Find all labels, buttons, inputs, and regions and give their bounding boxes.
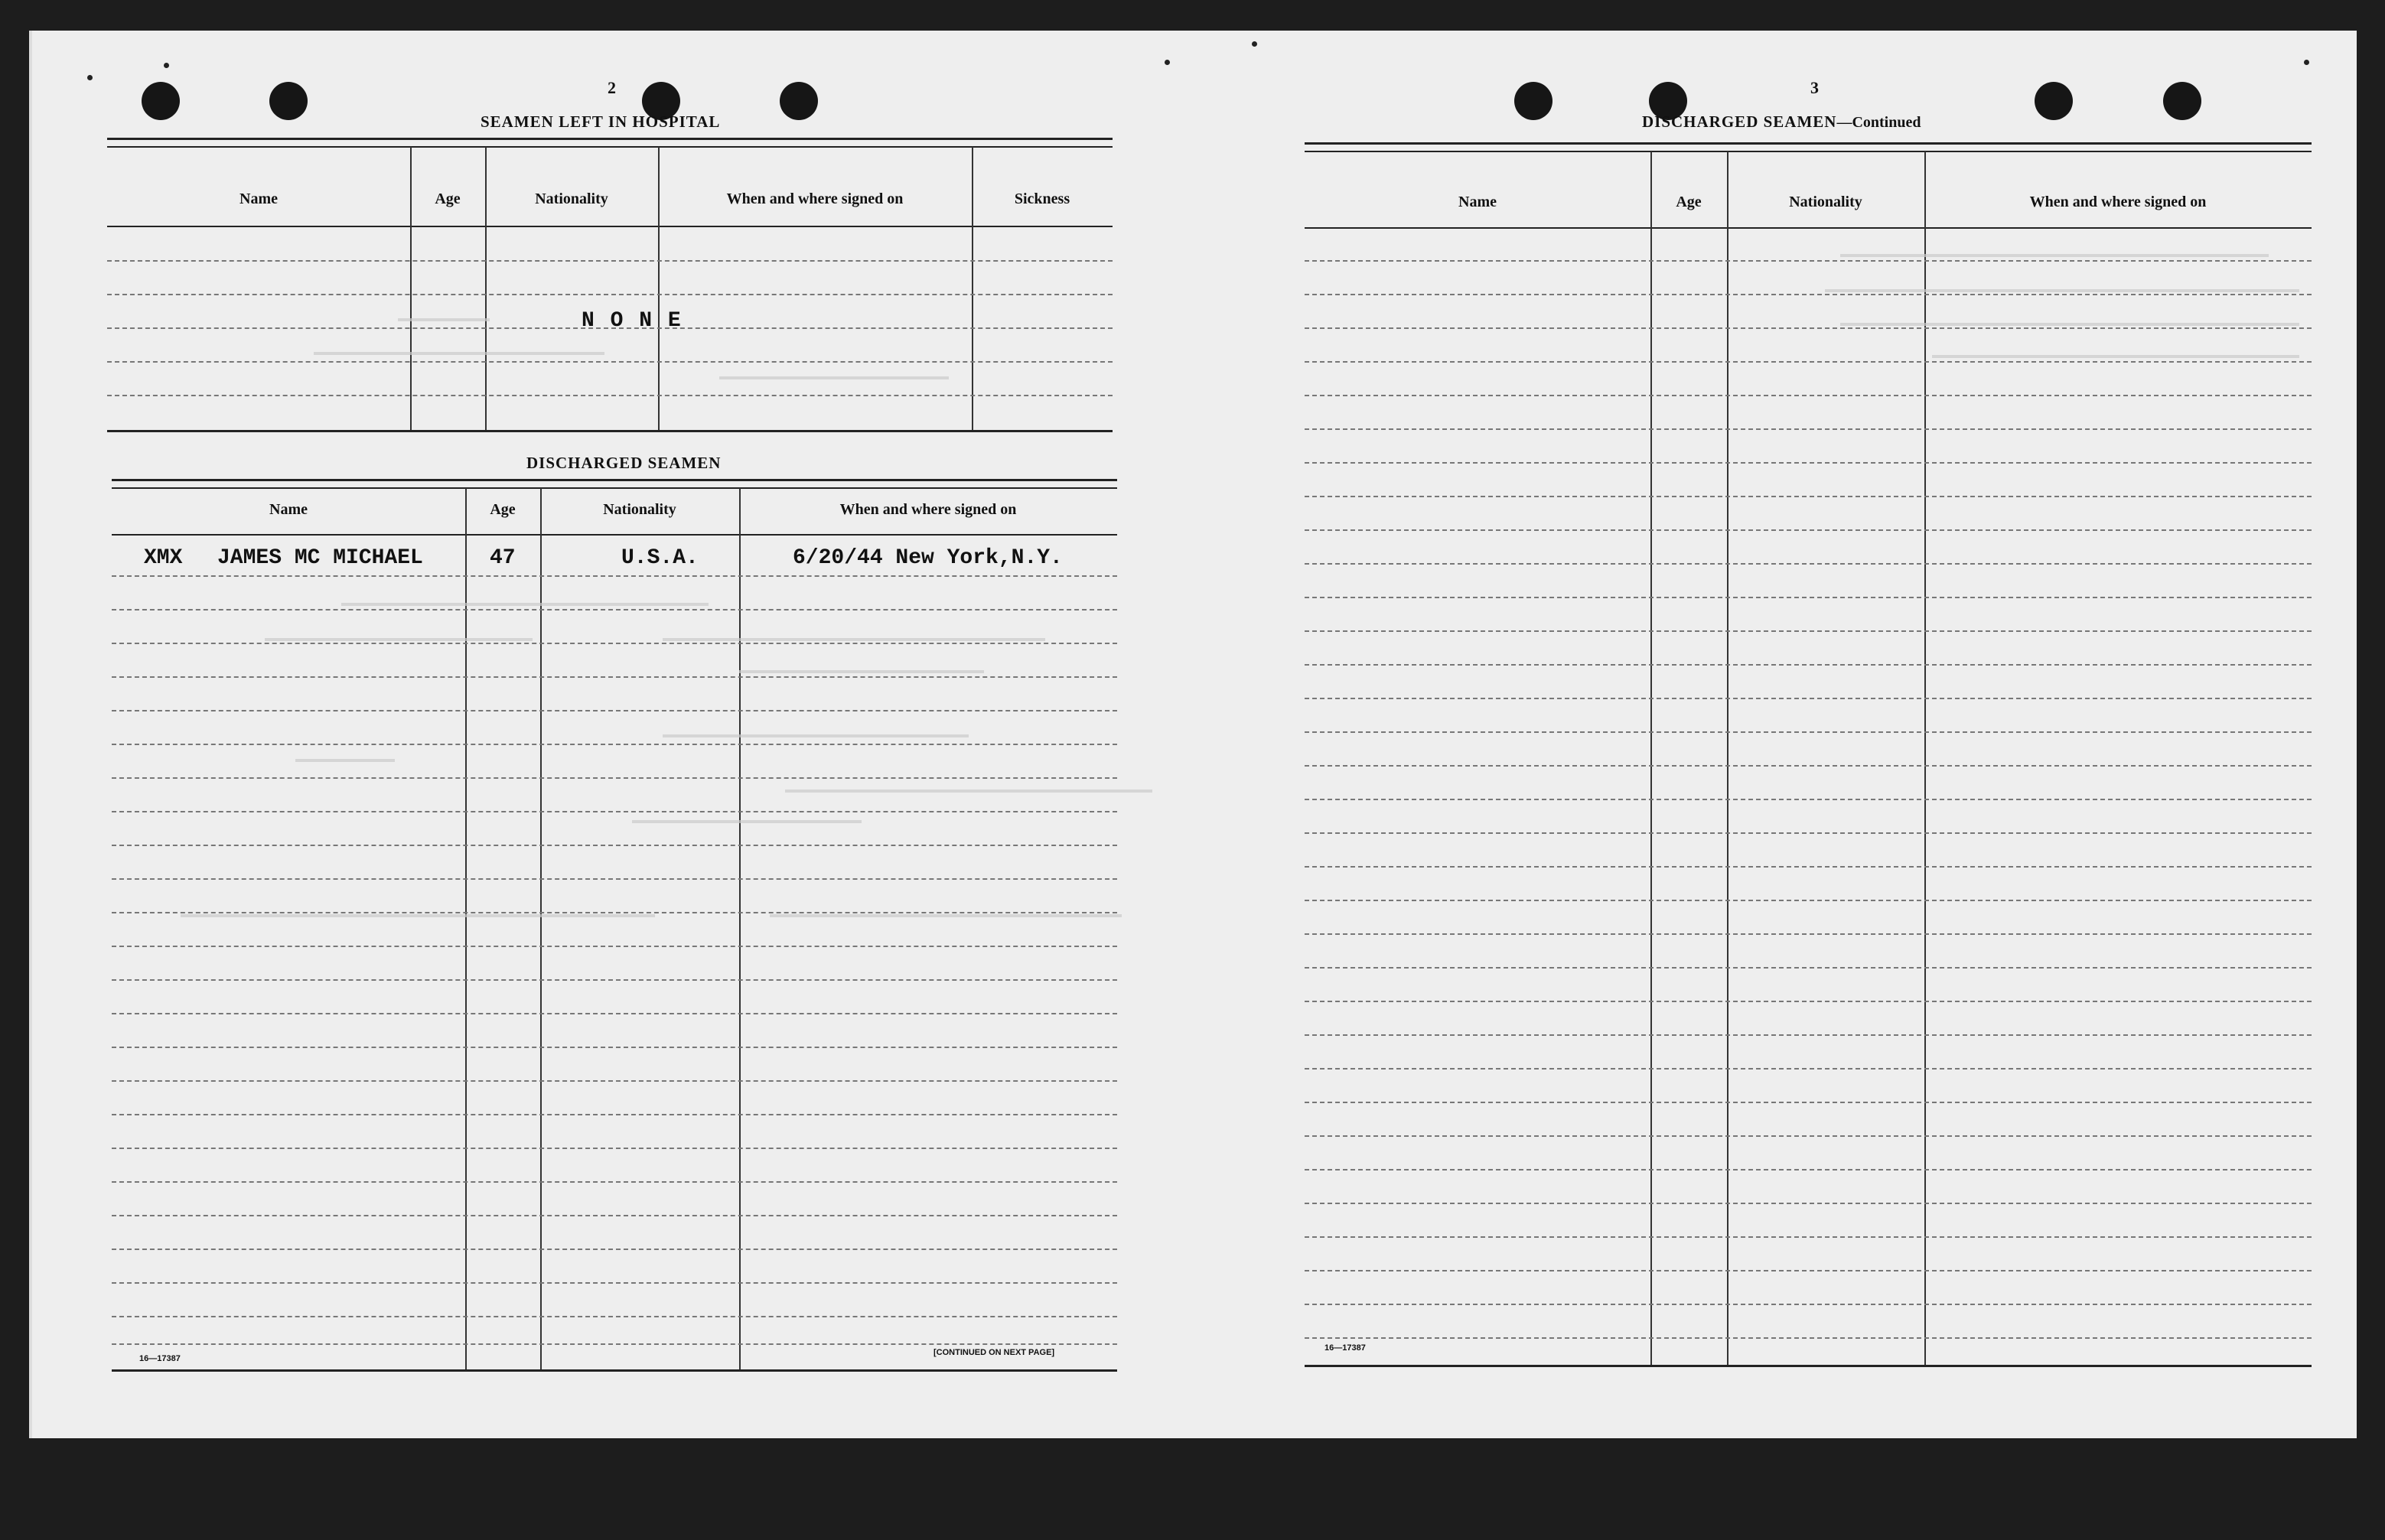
- ruled-line: [1305, 1169, 2312, 1170]
- ruled-line: [107, 294, 1113, 295]
- bleed-through: [785, 790, 1152, 793]
- column-header-signed-on: When and where signed on: [839, 501, 1017, 518]
- ruled-line: [1305, 765, 2312, 767]
- ruled-line: [1305, 361, 2312, 363]
- ruled-line: [1305, 428, 2312, 430]
- ruled-line: [1305, 462, 2312, 464]
- ruled-line: [1305, 933, 2312, 935]
- column-header-nationality: Nationality: [603, 501, 676, 518]
- bleed-through: [632, 820, 862, 823]
- ruled-line: [1305, 1270, 2312, 1271]
- ruled-line: [112, 575, 1117, 577]
- ruled-line: [107, 395, 1113, 396]
- ink-speck: [164, 63, 169, 68]
- bleed-through: [719, 376, 949, 379]
- ruled-line: [1305, 799, 2312, 800]
- ruled-line: [1305, 1034, 2312, 1036]
- title-suffix: —Continued: [1836, 114, 1921, 131]
- seaman-nationality: U.S.A.: [621, 546, 699, 570]
- bleed-through: [314, 352, 604, 355]
- ruled-line: [1305, 731, 2312, 733]
- ruled-line: [112, 1282, 1117, 1284]
- ruled-line: [1305, 395, 2312, 396]
- bleed-through: [1932, 355, 2299, 358]
- ruled-line: [1305, 1102, 2312, 1103]
- column-rule: [485, 147, 487, 430]
- ruled-line: [112, 1114, 1117, 1115]
- punch-hole: [142, 82, 180, 120]
- hospital-table: [107, 147, 1113, 434]
- ruled-line: [107, 260, 1113, 262]
- header-bottom-rule: [107, 226, 1113, 227]
- ruled-line: [112, 643, 1117, 644]
- ruled-line: [112, 979, 1117, 981]
- title-main: DISCHARGED SEAMEN: [1642, 112, 1837, 131]
- ruled-line: [1305, 597, 2312, 598]
- table-bottom-rule: [107, 430, 1113, 432]
- ruled-line: [112, 1148, 1117, 1149]
- bleed-through: [663, 734, 969, 737]
- seaman-name: JAMES MC MICHAEL: [217, 546, 423, 570]
- ruled-line: [1305, 327, 2312, 329]
- ruled-line: [1305, 664, 2312, 666]
- column-header-name: Name: [239, 190, 278, 207]
- punch-hole: [269, 82, 308, 120]
- header-bottom-rule: [112, 534, 1117, 536]
- ink-speck: [1252, 41, 1257, 47]
- form-number: 16—17387: [139, 1354, 181, 1363]
- left-page: [32, 31, 1194, 1438]
- discharged-section-title: DISCHARGED SEAMEN: [526, 454, 722, 472]
- bleed-through: [265, 638, 533, 641]
- column-rule: [465, 488, 467, 1369]
- ruled-line: [1305, 630, 2312, 632]
- punch-hole: [1514, 82, 1553, 120]
- ruled-line: [1305, 1135, 2312, 1137]
- bleed-through: [770, 914, 1122, 917]
- ruled-line: [1305, 1236, 2312, 1238]
- ruled-line: [107, 361, 1113, 363]
- ruled-line: [112, 777, 1117, 779]
- punch-hole: [2035, 82, 2073, 120]
- column-header-nationality: Nationality: [535, 190, 608, 207]
- column-rule: [540, 488, 542, 1369]
- seaman-signed-on: 6/20/44 New York,N.Y.: [793, 546, 1063, 570]
- ruled-line: [112, 609, 1117, 610]
- ruled-line: [112, 676, 1117, 678]
- seaman-age: 47: [490, 546, 516, 570]
- column-rule: [739, 488, 741, 1369]
- ruled-line: [112, 1047, 1117, 1048]
- bleed-through: [663, 638, 1045, 641]
- ruled-line: [112, 1215, 1117, 1216]
- ruled-line: [1305, 967, 2312, 969]
- discharged-continued-table: [1305, 151, 2312, 1376]
- bleed-through: [1825, 289, 2299, 292]
- header-bottom-rule: [1305, 227, 2312, 229]
- ruled-line: [112, 912, 1117, 913]
- bleed-through: [1840, 254, 2269, 257]
- ink-speck: [1165, 60, 1170, 65]
- page-number: 3: [1810, 78, 1819, 97]
- bleed-through: [181, 914, 655, 917]
- continued-note: [CONTINUED ON NEXT PAGE]: [933, 1348, 1055, 1357]
- ruled-line: [1305, 529, 2312, 531]
- ruled-line: [112, 845, 1117, 846]
- ruled-line: [112, 710, 1117, 711]
- bleed-through: [739, 670, 984, 673]
- ruled-line: [1305, 260, 2312, 262]
- document-sheet: [29, 31, 2357, 1438]
- column-header-nationality: Nationality: [1789, 194, 1862, 210]
- hospital-entry: N O N E: [582, 309, 683, 333]
- punch-hole: [780, 82, 818, 120]
- column-rule: [1924, 151, 1926, 1365]
- column-rule: [410, 147, 412, 430]
- hospital-section-title: SEAMEN LEFT IN HOSPITAL: [481, 112, 721, 131]
- column-header-name: Name: [269, 501, 308, 518]
- form-number: 16—17387: [1324, 1343, 1366, 1353]
- column-header-age: Age: [1676, 194, 1702, 210]
- bleed-through: [295, 759, 395, 762]
- ruled-line: [1305, 698, 2312, 699]
- ruled-line: [112, 811, 1117, 812]
- ruled-line: [1305, 294, 2312, 295]
- discharged-continued-title: [1642, 112, 1921, 132]
- ink-speck: [87, 75, 93, 80]
- ruled-line: [1305, 832, 2312, 834]
- ruled-line: [1305, 1068, 2312, 1070]
- column-rule: [1650, 151, 1652, 1365]
- ruled-line: [112, 1343, 1117, 1345]
- column-header-name: Name: [1458, 194, 1497, 210]
- column-rule: [1727, 151, 1728, 1365]
- ruled-line: [1305, 866, 2312, 868]
- ruled-line: [1305, 1337, 2312, 1339]
- column-rule: [658, 147, 660, 430]
- bleed-through: [341, 603, 709, 606]
- ruled-line: [112, 1249, 1117, 1250]
- table-bottom-rule: [1305, 1365, 2312, 1367]
- column-header-sickness: Sickness: [1014, 190, 1070, 207]
- punch-hole: [2163, 82, 2201, 120]
- ruled-line: [112, 946, 1117, 947]
- column-header-signed-on: When and where signed on: [2029, 194, 2207, 210]
- page-number: 2: [608, 78, 616, 97]
- ruled-line: [1305, 900, 2312, 901]
- column-header-signed-on: When and where signed on: [726, 190, 904, 207]
- bleed-through: [398, 318, 490, 321]
- ruled-line: [1305, 563, 2312, 565]
- ruled-line: [112, 1080, 1117, 1082]
- ruled-line: [112, 1181, 1117, 1183]
- column-header-age: Age: [435, 190, 461, 207]
- ruled-line: [1305, 496, 2312, 497]
- ruled-line: [1305, 1304, 2312, 1305]
- ruled-line: [112, 1316, 1117, 1317]
- ruled-line: [112, 744, 1117, 745]
- bleed-through: [1840, 323, 2299, 326]
- right-page: [1194, 31, 2357, 1438]
- ruled-line: [1305, 1001, 2312, 1002]
- row-mark: XMX: [144, 546, 183, 570]
- ruled-line: [1305, 1203, 2312, 1204]
- discharged-table: [112, 488, 1117, 1376]
- ruled-line: [112, 1013, 1117, 1014]
- ink-speck: [2304, 60, 2309, 65]
- ruled-line: [112, 878, 1117, 880]
- column-rule: [972, 147, 973, 430]
- column-header-age: Age: [490, 501, 516, 518]
- table-bottom-rule: [112, 1369, 1117, 1372]
